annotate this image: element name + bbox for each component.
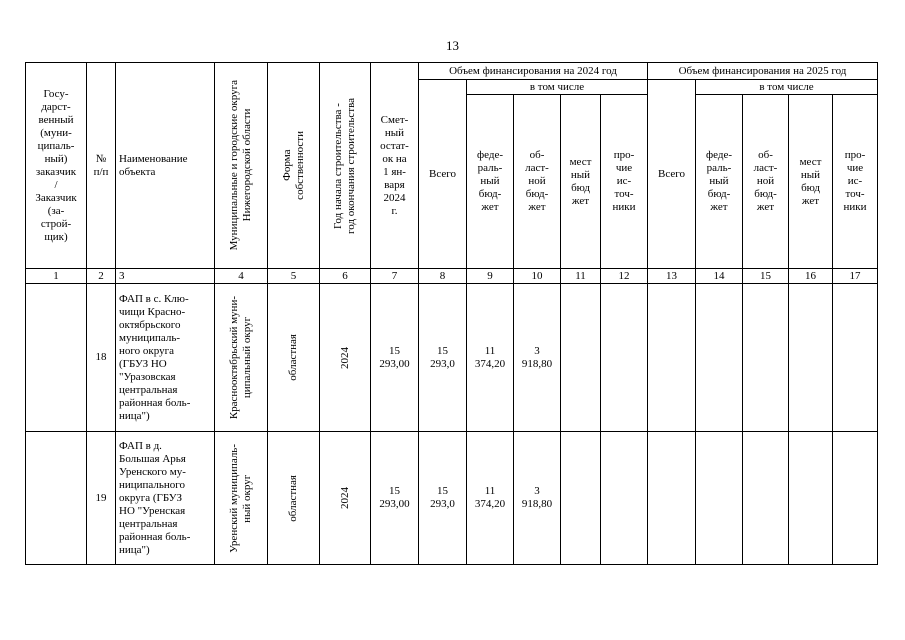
column-number: 5 <box>268 269 320 284</box>
header-including-2024: в том числе <box>467 80 648 95</box>
table-row <box>26 432 878 565</box>
cell-total-2025 <box>648 432 696 565</box>
cell-ownership: областная <box>268 432 320 565</box>
header-customer: Госу- дарст- венный (муни- ципаль- ный) заказчик / Заказчик (за- строй- щик) <box>26 63 87 269</box>
column-number: 12 <box>601 269 648 284</box>
cell-regional-2025 <box>743 284 789 432</box>
cell-year: 2024 <box>320 284 371 432</box>
header-years: Год начала строительства - год окончания строительства <box>320 63 371 269</box>
header-funding-2025: Объем финансирования на 2025 год <box>648 63 878 80</box>
column-number: 14 <box>696 269 743 284</box>
column-number: 1 <box>26 269 87 284</box>
header-including-2025: в том числе <box>696 80 878 95</box>
cell-object-name: ФАП в с. Клю- чищи Красно- октябрьского муниципаль- ного округа (ГБУЗ НО "Уразовская центральная районная боль- ница") <box>116 284 215 432</box>
table-row <box>26 284 878 432</box>
header-local-2024: мест ный бюд жет <box>561 95 601 269</box>
column-number: 16 <box>789 269 833 284</box>
cell-customer <box>26 432 87 565</box>
financing-table <box>25 62 878 565</box>
cell-municipality: Уренский муниципаль- ный округ <box>215 432 268 565</box>
cell-federal-2025 <box>696 284 743 432</box>
column-number: 4 <box>215 269 268 284</box>
cell-balance: 15 293,00 <box>371 432 419 565</box>
header-balance: Смет- ный остат- ок на 1 ян- варя 2024 г. <box>371 63 419 269</box>
header-ownership: Форма собственности <box>268 63 320 269</box>
cell-regional-2024: 3 918,80 <box>514 284 561 432</box>
header-total-2024: Всего <box>419 80 467 269</box>
cell-total-2025 <box>648 284 696 432</box>
column-number: 11 <box>561 269 601 284</box>
cell-ownership: областная <box>268 284 320 432</box>
column-number: 17 <box>833 269 878 284</box>
column-numbers-row <box>26 269 878 284</box>
cell-number: 18 <box>87 284 116 432</box>
header-regional-2024: об- ласт- ной бюд- жет <box>514 95 561 269</box>
cell-local-2024 <box>561 432 601 565</box>
cell-total-2024: 15 293,0 <box>419 432 467 565</box>
cell-year: 2024 <box>320 432 371 565</box>
column-number: 10 <box>514 269 561 284</box>
cell-local-2025 <box>789 432 833 565</box>
column-number: 2 <box>87 269 116 284</box>
header-number: № п/п <box>87 63 116 269</box>
column-number: 7 <box>371 269 419 284</box>
cell-federal-2025 <box>696 432 743 565</box>
cell-other-2024 <box>601 432 648 565</box>
cell-object-name: ФАП в д. Большая Арья Уренского му- ниципального округа (ГБУЗ НО "Уренская центральная районная боль- ница") <box>116 432 215 565</box>
cell-local-2024 <box>561 284 601 432</box>
cell-local-2025 <box>789 284 833 432</box>
cell-regional-2024: 3 918,80 <box>514 432 561 565</box>
header-federal-2024: феде- раль- ный бюд- жет <box>467 95 514 269</box>
column-number: 9 <box>467 269 514 284</box>
cell-regional-2025 <box>743 432 789 565</box>
page-number: 13 <box>446 38 459 53</box>
header-other-2024: про- чие ис- точ- ники <box>601 95 648 269</box>
cell-balance: 15 293,00 <box>371 284 419 432</box>
cell-number: 19 <box>87 432 116 565</box>
cell-municipality: Краснооктябрьский муни- ципальный округ <box>215 284 268 432</box>
column-number: 6 <box>320 269 371 284</box>
cell-customer <box>26 284 87 432</box>
header-object-name: Наименование объекта <box>116 63 215 269</box>
column-number: 8 <box>419 269 467 284</box>
header-local-2025: мест ный бюд жет <box>789 95 833 269</box>
column-number: 15 <box>743 269 789 284</box>
cell-other-2025 <box>833 284 878 432</box>
column-number: 3 <box>116 269 215 284</box>
header-other-2025: про- чие ис- точ- ники <box>833 95 878 269</box>
header-municipality: Муниципальные и городские округа Нижегородской области <box>215 63 268 269</box>
cell-federal-2024: 11 374,20 <box>467 432 514 565</box>
cell-total-2024: 15 293,0 <box>419 284 467 432</box>
column-number: 13 <box>648 269 696 284</box>
header-regional-2025: об- ласт- ной бюд- жет <box>743 95 789 269</box>
cell-federal-2024: 11 374,20 <box>467 284 514 432</box>
header-total-2025: Всего <box>648 80 696 269</box>
cell-other-2024 <box>601 284 648 432</box>
header-funding-2024: Объем финансирования на 2024 год <box>419 63 648 80</box>
header-federal-2025: феде- раль- ный бюд- жет <box>696 95 743 269</box>
cell-other-2025 <box>833 432 878 565</box>
